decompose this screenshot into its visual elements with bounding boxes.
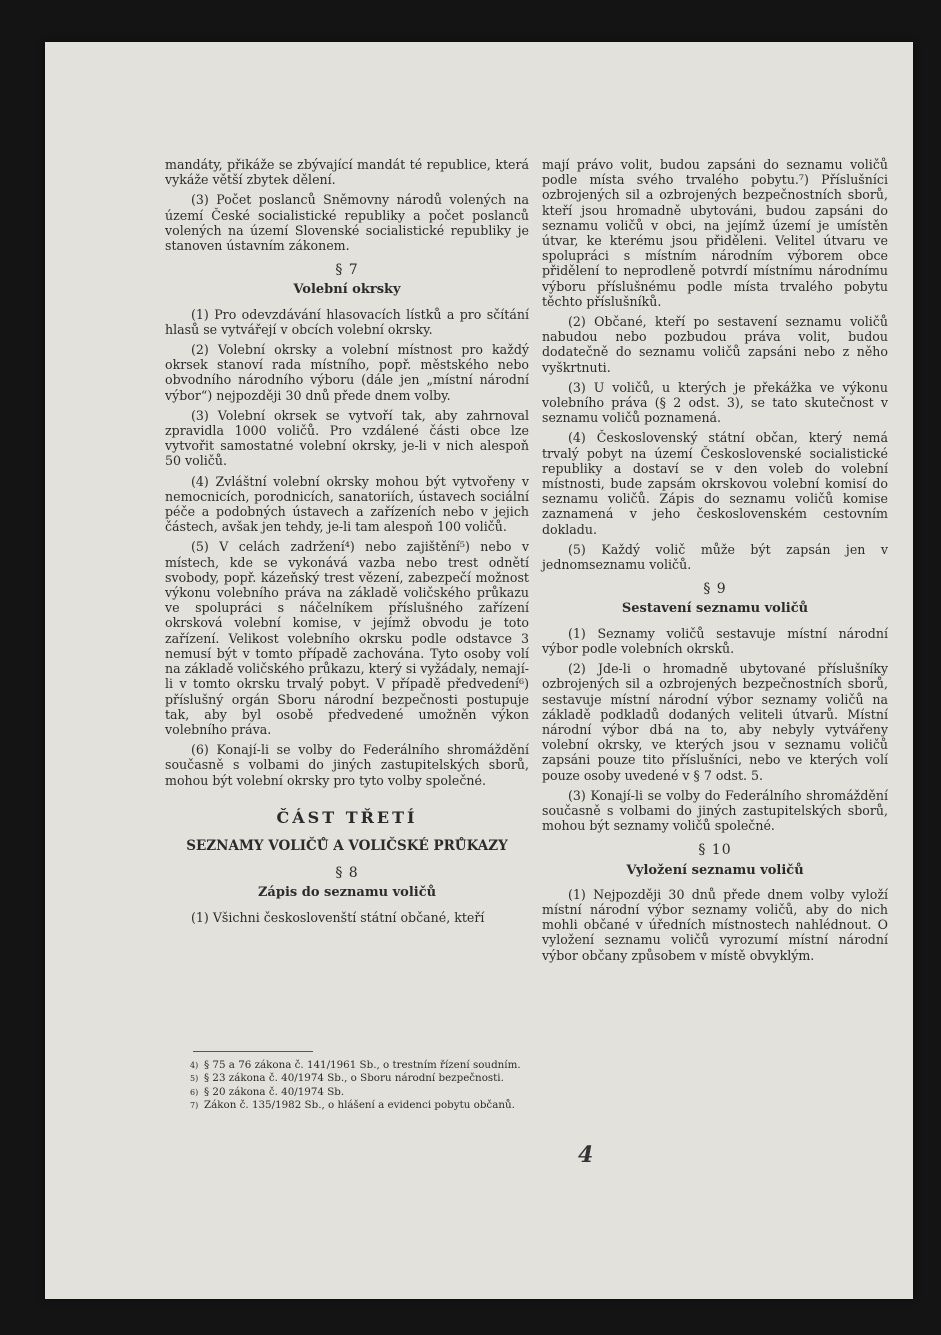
paragraph: (4) Československý státní občan, který nemá trvalý pobyt na území Československé socialistické republiky a dostaví se v den voleb do volební místnosti, bude zapsám okrskovou volební komisí do seznamu voličů. Zápis do seznamu voličů komise zaznamená v jeho československém cestovním dokladu. [542,430,888,537]
section-title-7: Volební okrsky [293,282,401,298]
paragraph: (1) Všichni českoslovenští státní občané, kteří [191,909,485,925]
paragraph: (1) Nejpozději 30 dnů přede dnem volby vyloží místní národní výbor seznamy voličů, aby do nich mohli občané v úředních místnostech nahlédnout. O vyložení seznamu voličů vyrozumí místní národní výbor občany způsobem v místě obvyklým. [542,886,888,963]
footnote-mark: 6) [190,1087,199,1097]
footnote [190,1072,540,1085]
footnote [190,1086,540,1099]
section-title-9: Sestavení seznamu voličů [621,601,809,617]
section-number-10: § 10 [698,842,732,859]
page-number: 4 [578,1142,594,1168]
footnote-mark: 5) [190,1074,199,1084]
paragraph: (5) Každý volič může být zapsán jen v jednomseznamu voličů. [542,541,888,573]
section-number-8: § 8 [335,865,359,882]
paragraph: (5) V celách zadržení⁴) nebo zajištění⁵) nebo v místech, kde se vykonává vazba nebo trest odnětí svobody, popř. kázeňský trest vězení, zabezpečí možnost výkonu volebního práva na základě voličského průkazu ve spolupráci s náčelníkem příslušného zařízení okrsková volební komise, v jejímž obvodu je toto zařízení. Velikost volebního okrsku podle odstavce 3 nemusí být v tomto případě zachována. Tyto osoby volí na základě voličského průkazu, který si vyžádaly, nemají-li v tomto okrsku trvalý pobyt. V případě předvedení⁶) příslušný orgán Sboru národní bezpečnosti postupuje tak, aby byl osobě předvedené umožněn výkon volebního práva. [165,539,529,737]
paragraph: (1) Pro odevzdávání hlasovacích lístků a pro sčítání hlasů se vytvářejí v obcích volební okrsky. [165,306,529,337]
section-number-7: § 7 [335,262,359,279]
paragraph: mají právo volit, budou zapsáni do seznamu voličů podle místa svého trvalého pobytu.⁷) Příslušníci ozbrojených sil a ozbrojených bezpečnostních sborů, kteří jsou hromadně ubytováni, budou zapsáni do seznamu voličů v obci, na jejímž území je umístěn útvar, ke kterému jsou přiděleni. Velitel útvaru ve spolupráci s místním národním výborem obce přidělení to neprodleně potvrdí místnímu národnímu výboru příslušnému podle místa trvalého pobytu těchto příslušníků. [542,157,888,309]
paragraph: (3) Volební okrsek se vytvoří tak, aby zahrnoval zpravidla 1000 voličů. Pro vzdálené části obce lze vytvořit samostatné volební okrsky, je-li v nich alespoň 50 voličů. [165,407,529,469]
footnote-divider [193,1051,313,1052]
paragraph: (3) Počet poslanců Sněmovny národů volených na území České socialistické republiky a počet poslanců volených na území Slovenské socialistické republiky je stanoven ústavním zákonem. [165,192,529,254]
part-title: ČÁST TŘETÍ [276,807,418,827]
section-title-10: Vyložení seznamu voličů [626,862,804,878]
paragraph: (6) Konají-li se volby do Federálního shromáždění současně s volbami do jiných zastupitelských sborů, mohou být volební okrsky pro tyto volby společné. [165,742,529,788]
footnote [190,1099,540,1112]
footnotes [190,1059,540,1113]
part-subtitle: SEZNAMY VOLIČŮ A VOLIČSKÉ PRŮKAZY [186,837,508,854]
section-title-8: Zápis do seznamu voličů [257,885,437,901]
paragraph: (2) Občané, kteří po sestavení seznamu voličů nabudou nebo pozbudou práva volit, budou dodatečně do seznamu voličů zapsáni nebo z něho vyškrtnuti. [542,314,888,375]
paragraph: (2) Jde-li o hromadně ubytované příslušníky ozbrojených sil a ozbrojených bezpečnostních sborů, sestavuje místní národní výbor seznamy voličů na základě podkladů dodaných veliteli útvarů. Místní národní výbor dbá na to, aby nebyly vytvářeny volební okrsky, ve kterých jsou v seznamu voličů zapsáni pouze tito příslušníci, nebo ve kterých volí pouze osoby uvedené v § 7 odst. 5. [542,661,888,783]
section-number-9: § 9 [703,581,727,598]
paragraph: (4) Zvláštní volební okrsky mohou být vytvořeny v nemocnicích, porodnicích, sanatoriích, ústavech sociální péče a podobných ústavech a zařízeních nebo v jejich částech, avšak jen tehdy, je-li tam alespoň 100 voličů. [165,473,529,535]
left-column [165,157,529,930]
footnote [190,1059,540,1072]
paragraph: (1) Seznamy voličů sestavuje místní národní výbor podle volebních okrsků. [542,625,888,656]
paragraph: (3) Konají-li se volby do Federálního shromáždění současně s volbami do jiných zastupitelských sborů, mohou být seznamy voličů společné. [542,787,888,834]
document-page [45,42,913,1299]
paragraph: (2) Volební okrsky a volební místnost pro každý okrsek stanoví rada místního, popř. městského nebo obvodního národního výboru (dále jen „místní národní výbor“) nejpozději 30 dnů přede dnem volby. [165,342,529,403]
footnote-text: § 75 a 76 zákona č. 141/1961 Sb., o trestním řízení soudním. [204,1059,521,1071]
paragraph: mandáty, přikáže se zbývající mandát té republice, která vykáže větší zbytek dělení. [165,157,529,188]
footnote-mark: 4) [190,1061,199,1070]
right-column [542,157,888,968]
footnote-text: § 20 zákona č. 40/1974 Sb. [204,1085,345,1098]
footnote-text: Zákon č. 135/1982 Sb., o hlášení a evidenci pobytu občanů. [204,1099,515,1112]
paragraph: (3) U voličů, u kterých je překážka ve výkonu volebního práva (§ 2 odst. 3), se tato skutečnost v seznamu voličů poznamená. [542,379,888,426]
footnote-text: § 23 zákona č. 40/1974 Sb., o Sboru národní bezpečnosti. [204,1072,504,1085]
footnote-mark: 7) [190,1101,199,1111]
